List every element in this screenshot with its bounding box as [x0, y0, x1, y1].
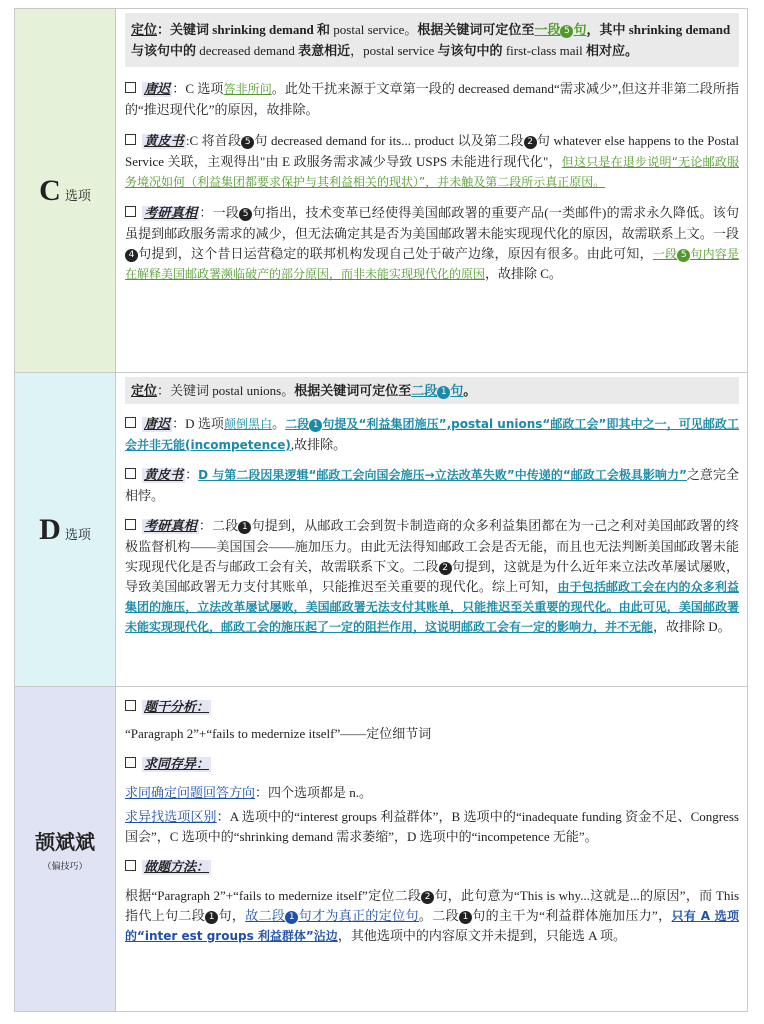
yan-text-3 — [125, 807, 739, 847]
locate-tag: 定位 — [131, 383, 158, 398]
option-c-label — [15, 9, 116, 372]
locate-text: 和 — [317, 22, 331, 37]
para-text: 句的主干为“利益群体施加压力”， — [471, 908, 672, 923]
circled-number: 5 — [560, 25, 573, 38]
circled-number: 5 — [241, 136, 254, 149]
blue-highlight: 求同确定问题回答方向 — [125, 785, 256, 800]
option-c-content — [125, 9, 739, 284]
para-text: 之意完全相悖。 — [125, 467, 739, 503]
locate-text: 。 — [463, 383, 477, 398]
blue-highlight: 故二段 — [245, 908, 286, 923]
para-text: ，故排除 D。 — [653, 619, 731, 634]
section-heading: 题干分析： — [144, 700, 210, 715]
para-text: :C 将首段 — [185, 133, 242, 148]
option-d-row — [14, 372, 748, 687]
teal-highlight: 句提及“利益集团施压”,postal unions“邮政工会”即其中之一，可见邮政工会并非无能(incompetence) — [125, 417, 739, 452]
yan-text-2 — [125, 783, 739, 803]
checkbox-icon — [125, 757, 136, 768]
yan-section-3 — [125, 857, 739, 878]
teal-highlight: 颠倒黑白 — [223, 417, 273, 431]
locate-text: 表意相近 — [298, 43, 351, 58]
para-text: ：二段 — [198, 518, 239, 533]
source-tag: 考研真相 — [144, 519, 197, 534]
option-c-row — [14, 8, 748, 373]
option-c-locate — [125, 13, 739, 67]
checkbox-icon — [125, 468, 136, 479]
source-tag: 黄皮书 — [144, 468, 184, 483]
locate-text: 与该句中的 — [437, 43, 503, 58]
option-c-suffix: 选项 — [64, 188, 91, 204]
circled-number: 2 — [421, 891, 434, 904]
para-text: 句， — [218, 908, 246, 923]
option-d-content — [125, 373, 739, 637]
para-text: ：四个选项都是 n.。 — [255, 785, 373, 800]
circled-number: 1 — [437, 386, 450, 399]
yan-section-1 — [125, 697, 739, 718]
teal-highlight: D 与第二段因果逻辑“邮政工会向国会施压→立法改革失败”中传递的“邮政工会极具影响力” — [198, 468, 687, 482]
option-d-label — [15, 373, 116, 686]
locate-ref: 一段 — [534, 22, 561, 37]
circled-number: 5 — [677, 249, 690, 262]
locate-text: 相对应。 — [585, 43, 638, 58]
circled-number: 2 — [524, 136, 537, 149]
para-text: 句提到，这就是为什么近年来立法改革屡试屡败，导致美国邮政署无力支付其账单，只能推迟至关重要的现代化。综上可知， — [125, 559, 739, 594]
circled-number: 1 — [238, 521, 251, 534]
para-text: ,故排除。 — [290, 437, 347, 452]
blue-highlight: 只有 A 选项的“inter est groups 利益群体”沾边 — [125, 909, 739, 943]
circled-number: 5 — [239, 208, 252, 221]
checkbox-icon — [125, 519, 136, 530]
locate-ref: 二段 — [411, 383, 438, 398]
para-text: ，故排除 C。 — [485, 266, 562, 281]
checkbox-icon — [125, 82, 136, 93]
circled-number: 1 — [459, 911, 472, 924]
para-text: ： — [185, 467, 199, 482]
green-highlight: 但这只是在退步说明“无论邮政服务境况如何（利益集团都要求保护与其利益相关的现状）”，并未触及第二段所示真正原因。 — [125, 155, 739, 189]
para-text: ：一段 — [199, 205, 240, 220]
para-text: ：C 选项 — [172, 81, 224, 96]
yan-label — [15, 687, 116, 1011]
option-c-letter: C — [39, 173, 61, 207]
para-text: 句，此句意为“This is why...这就是...的原因”，而 This 指代上句二段 — [125, 888, 739, 923]
locate-text: ，其中 shrinking demand — [586, 22, 731, 37]
source-tag: 唐迟 — [144, 417, 171, 432]
option-c-tangchi — [125, 79, 739, 120]
source-tag: 黄皮书 — [144, 134, 184, 149]
locate-tag: 定位 — [131, 22, 158, 37]
teacher-name: 颉斌斌 — [35, 830, 95, 854]
option-d-letter: D — [39, 512, 61, 546]
option-d-kaoyan — [125, 516, 739, 637]
locate-text: decreased demand — [196, 43, 299, 58]
blue-highlight: 句才为真正的定位句 — [298, 908, 419, 923]
checkbox-icon — [125, 700, 136, 711]
circled-number: 1 — [205, 911, 218, 924]
checkbox-icon — [125, 417, 136, 428]
para-text: 。二段 — [418, 908, 459, 923]
circled-number: 1 — [285, 911, 298, 924]
locate-text: 根据关键词可定位至 — [294, 383, 412, 398]
green-highlight: 答非所问 — [223, 82, 272, 96]
blue-highlight: 求异找选项区别 — [125, 809, 217, 824]
section-heading: 做题方法： — [144, 860, 210, 875]
locate-text: first-class mail — [502, 43, 586, 58]
yan-section-2 — [125, 754, 739, 775]
section-heading: 求同存异： — [144, 757, 210, 772]
source-tag: 唐迟 — [144, 82, 171, 97]
circled-number: 1 — [309, 419, 322, 432]
locate-text: ，postal service — [350, 43, 438, 58]
para-text: 根据“Paragraph 2”+“fails to medernize itself”定位二段 — [125, 888, 422, 903]
option-d-suffix: 选项 — [64, 527, 91, 543]
option-c-huangpishu — [125, 131, 739, 192]
teacher-subtitle: （偏技巧） — [42, 862, 88, 872]
yan-text-4 — [125, 886, 739, 946]
circled-number: 2 — [439, 562, 452, 575]
para-text: 句 whatever else happens to the Postal Service 关联，主观得出"由 E 政服务需求减少导致 USPS 未能进行现代化"， — [125, 133, 739, 169]
locate-ref: 句 — [573, 22, 587, 37]
checkbox-icon — [125, 206, 136, 217]
para-text: 句 decreased demand for its... product 以及第二段 — [254, 133, 524, 148]
teal-highlight: 由于包括邮政工会在内的众多利益集团的施压，立法改革屡试屡败，美国邮政署无法支付其账单，只能推迟至关重要的现代化。由此可见，美国邮政署未能实现现代化，邮政工会的施压起了一定的阻拦作用，这说明邮政工会有一定的影响力，并不无能 — [125, 580, 739, 634]
teal-highlight: 二段 — [285, 417, 310, 431]
locate-text: postal service。 — [330, 22, 418, 37]
locate-text: 根据关键词可定位至 — [417, 22, 535, 37]
green-highlight: 一段 — [652, 247, 678, 261]
para-text: 。此处干扰来源于文章第一段的 decreased demand“需求减少”,但这并非第二段所指的“推迟现代化”的原因，故排除。 — [125, 81, 739, 117]
locate-text: ：关键词 shrinking demand — [157, 22, 318, 37]
checkbox-icon — [125, 860, 136, 871]
para-text: ：D 选项 — [172, 416, 224, 431]
green-highlight: 句内容是在解释美国邮政署濒临破产的部分原因，而非未能实现现代化的原因 — [125, 247, 739, 281]
checkbox-icon — [125, 134, 136, 145]
option-d-locate — [125, 377, 739, 404]
yan-content — [125, 687, 739, 946]
para-text: 句提到，这个昔日运营稳定的联邦机构发现自己处于破产边缘，原因有很多。由此可知， — [138, 246, 653, 261]
para-text: ：A 选项中的“interest groups 利益群体”，B 选项中的“inadequate funding 资金不足、Congress 国会”，C 选项中的“shrinking demand 需求萎缩”，D 选项中的“incompetence 无能”。 — [125, 809, 739, 844]
source-tag: 考研真相 — [144, 206, 198, 221]
option-d-tangchi — [125, 414, 739, 455]
para-text: 。 — [272, 416, 286, 431]
yan-text-1: “Paragraph 2”+“fails to medernize itself”——定位细节词 — [125, 726, 432, 741]
locate-text: 与该句中的 — [131, 43, 197, 58]
locate-ref: 句 — [450, 383, 464, 398]
para-text: 句指出，技术变革已经使得美国邮政署的重要产品(一类邮件)的需求永久降低。该句虽提到邮政服务需求的减少，但无法确定其是否为美国邮政署未能实现现代化的原因，故需联系上文。一段 — [125, 205, 739, 241]
option-d-huangpishu — [125, 465, 739, 506]
para-text: 句提到，从邮政工会到贺卡制造商的众多利益集团都在为一己之利对美国邮政署的终极监督机构——美国国会——施加压力。由此无法得知邮政工会是否无能，而且也无法判断美国邮政署未能实现现代化是否与邮政工会有关，故需联系下文。二段 — [125, 518, 739, 574]
yan-row — [14, 686, 748, 1012]
locate-text: ：关键词 postal unions。 — [157, 383, 295, 398]
circled-number: 4 — [125, 249, 138, 262]
para-text: ，其他选项中的内容原文并未提到，只能选 A 项。 — [337, 928, 626, 943]
option-c-kaoyan — [125, 203, 739, 284]
